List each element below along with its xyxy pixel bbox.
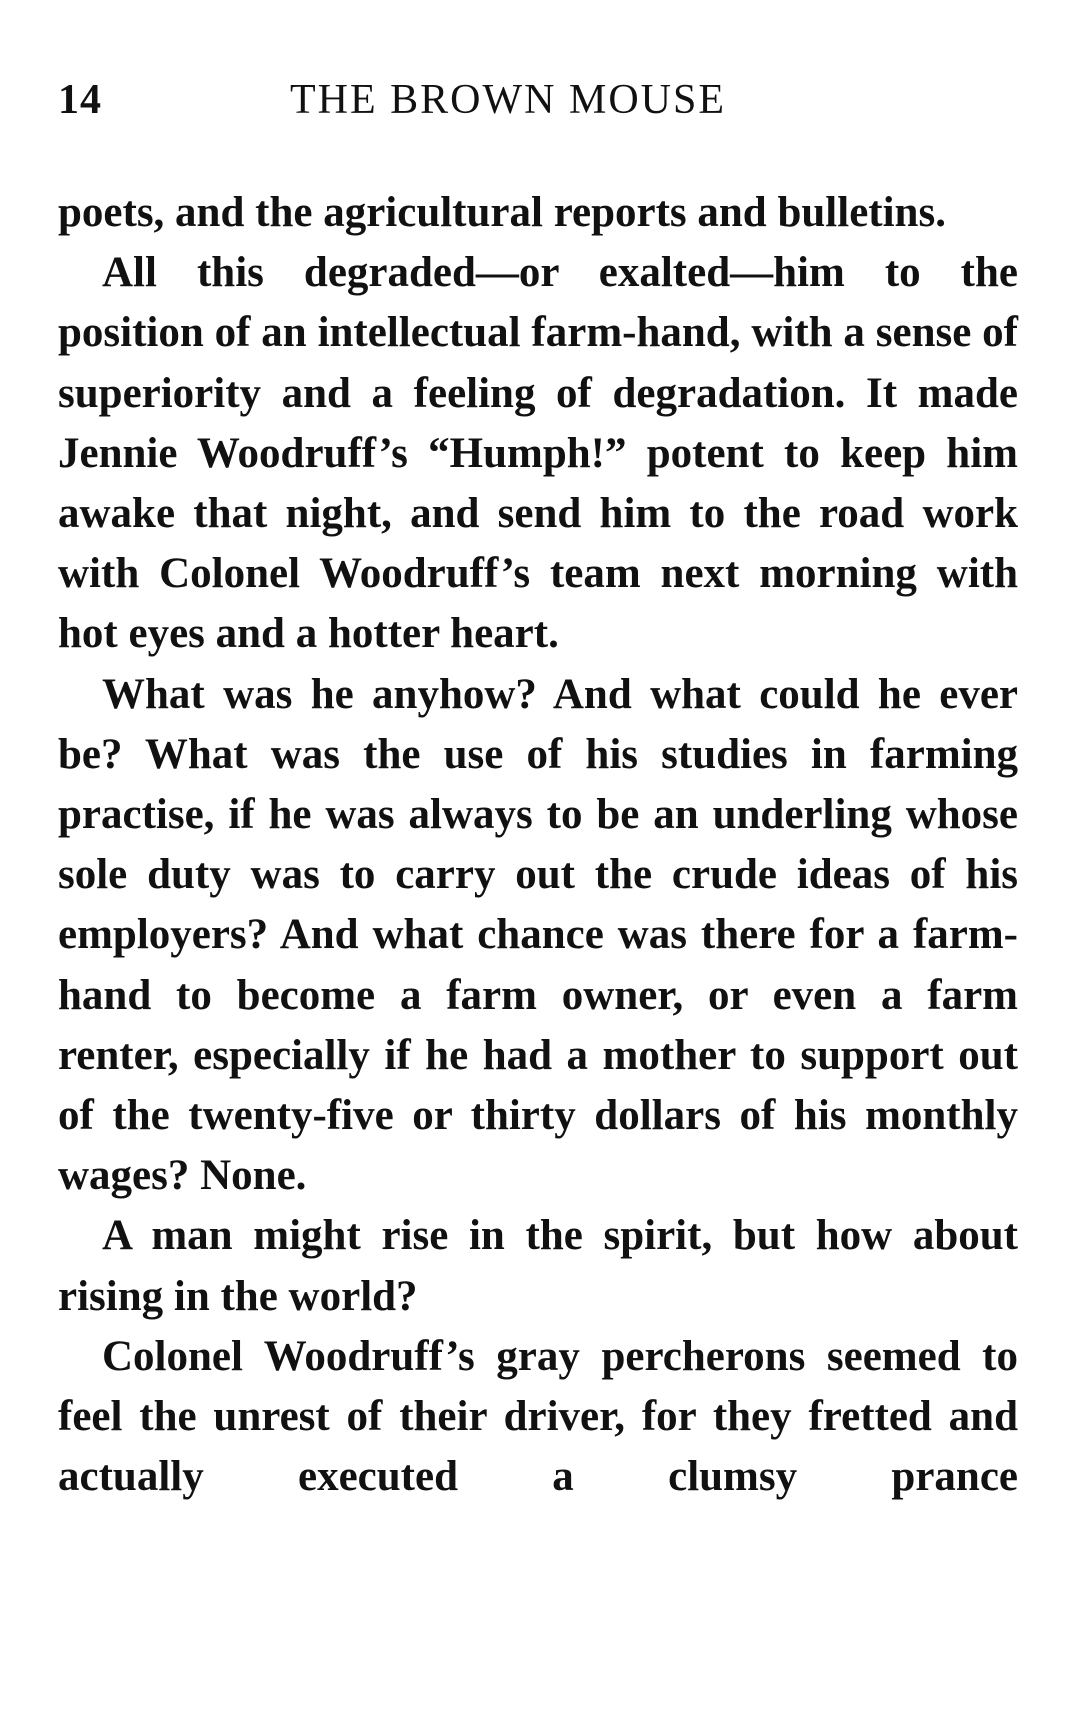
paragraph: A man might rise in the spirit, but how about rising in the world? [58, 1212, 1018, 1320]
book-title: THE BROWN MOUSE [290, 77, 726, 123]
page-number: 14 [58, 77, 102, 123]
paragraph: Colonel Woodruff’s gray percherons seemed to feel the unrest of their driver, for they fretted and actually executed a clumsy prance [58, 1332, 1018, 1501]
paragraph-continuation: poets, and the agricultural reports and bulletins. [58, 189, 946, 236]
body-text [58, 183, 1018, 1507]
paragraph: What was he anyhow? And what could he ever be? What was the use of his studies in farming practise, if he was always to be an underling whose sole duty was to carry out the crude ideas of his employers? And what chance was there for a farm-hand to become a farm owner, or even a farm renter, especially if he had a mother to support out of the twenty-five or thirty dollars of his monthly wages? None. [58, 670, 1018, 1200]
paragraph: All this degraded—or exalted—him to the position of an intellectual farm-hand, with a sense of superiority and a feeling of degradation. It made Jennie Woodruff’s “Humph!” potent to keep him awake that night, and send him to the road work with Colonel Woodruff’s team next morning with hot eyes and a hotter heart. [58, 249, 1018, 658]
running-head [58, 76, 1018, 136]
